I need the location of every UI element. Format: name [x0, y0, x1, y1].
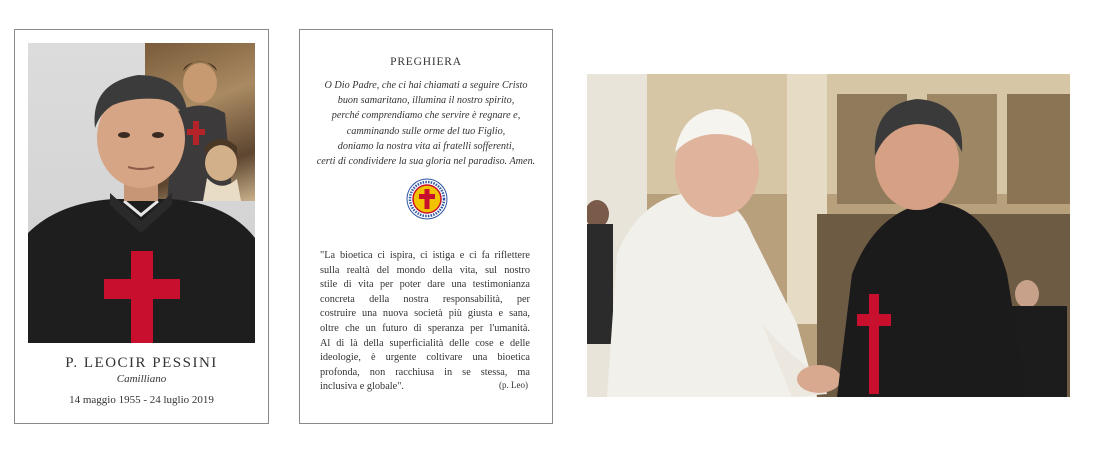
prayer-line: perché comprendiamo che servire è regnare e,: [331, 110, 521, 122]
religious-order: Camilliano: [116, 373, 167, 385]
quote-line: sulla realtà del mondo della vita, sul nostro: [320, 264, 530, 276]
prayer-line: camminando sulle orme del tuo Figlio,: [346, 125, 506, 137]
prayer-card: [299, 29, 553, 424]
life-dates: 14 maggio 1955 - 24 luglio 2019: [69, 394, 214, 406]
bioethics-quote: [320, 249, 530, 395]
quote-line: concreta della nostra responsabilità, per: [320, 293, 530, 305]
memorial-card: [14, 29, 269, 424]
prayer-line: O Dio Padre, che ci hai chiamati a seguire Cristo: [324, 80, 528, 91]
quote-line: "La bioetica ci ispira, ci istiga e ci fa riflettere: [320, 250, 530, 261]
prayer-line: doniamo la nostra vita ai fratelli sofferenti,: [337, 140, 515, 152]
quote-signature: (p. Leo): [499, 380, 528, 390]
quote-line: costruire una nuova società più giusta e sana,: [320, 308, 530, 320]
prayer-line: certi di condividere la sua gloria nel paradiso. Amen.: [316, 156, 536, 168]
prayer-title: PREGHIERA: [390, 56, 462, 68]
camillian-emblem-icon: [406, 178, 448, 220]
prayer-line: buon samaritano, illumina il nostro spirito,: [337, 95, 515, 107]
quote-line: oltre che un futuro di speranza per l'umanità.: [320, 322, 530, 334]
audience-photo: [587, 74, 1070, 397]
quote-line: ideologie, è urgente coltivare una bioetica: [320, 352, 530, 364]
quote-line: inclusiva e globale".: [320, 381, 404, 393]
quote-line: Al di là della superficialità delle cose e delle: [320, 337, 530, 349]
deceased-name: P. LEOCIR PESSINI: [65, 355, 218, 371]
portrait-photo: [28, 43, 255, 343]
quote-line: stile di vita per poter dare una testimonianza: [320, 279, 530, 291]
quote-line: profonda, non racchiusa in se stessa, ma: [320, 366, 530, 378]
prayer-text: [312, 78, 540, 169]
